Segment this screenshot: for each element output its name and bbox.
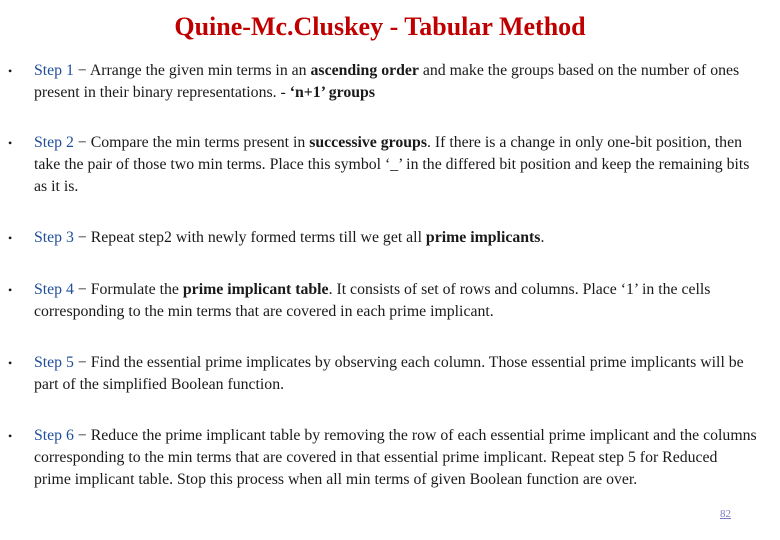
step-emphasis: successive groups [309, 134, 427, 151]
step-emphasis: prime implicant table [182, 281, 329, 298]
step-dash: − [73, 427, 91, 444]
slide-title: Quine-Mc.Cluskey - Tabular Method [174, 12, 586, 41]
step-text-part: . If there is a change in only one-bit position, then take the pair of those two min terms. Place this symbol ‘_’ in the differed bit position and keep the remaining bits as it is. [34, 134, 750, 195]
step-text-part: Formulate the [90, 281, 183, 298]
step-emphasis: ascending order [310, 62, 419, 79]
bullet-icon: • [8, 64, 13, 78]
step-dash: − [73, 62, 90, 79]
step-text [34, 425, 758, 491]
step-text-part: . [540, 229, 545, 246]
step-text [34, 279, 758, 323]
step-dash: − [73, 134, 91, 151]
page-number[interactable]: 82 [720, 508, 731, 520]
bullet-icon: • [8, 356, 13, 370]
step-label: Step 5 [34, 354, 74, 371]
bullet-icon: • [8, 136, 13, 150]
step-text-part: Arrange the given min terms in an [89, 62, 311, 79]
step-dash: − [73, 229, 91, 246]
step-text-part: Repeat step2 with newly formed terms till we get all [90, 229, 426, 246]
step-text-part: and make the groups based on the number of ones present in their binary representations. - [34, 62, 740, 101]
step-text-part: . It consists of set of rows and columns. Place ‘1’ in the cells corresponding to the min terms that are covered in each prime implicant. [34, 281, 711, 320]
step-emphasis: ‘n+1’ groups [289, 84, 375, 101]
step-label: Step 2 [34, 134, 74, 151]
step-emphasis: prime implicants [425, 229, 541, 246]
step-text [34, 132, 758, 198]
bullet-icon: • [8, 283, 13, 297]
bullet-icon: • [8, 429, 13, 443]
step-label: Step 4 [34, 281, 74, 298]
step-text [34, 352, 758, 396]
step-text-part: Compare the min terms present in [90, 134, 310, 151]
step-text [34, 60, 758, 104]
bullet-icon: • [8, 231, 13, 245]
step-dash: − [73, 354, 91, 371]
step-text-part: Find the essential prime implicates by observing each column. Those essential prime implicants will be part of the simplified Boolean function. [34, 354, 744, 393]
step-text [34, 227, 758, 249]
step-label: Step 3 [34, 229, 74, 246]
step-label: Step 1 [34, 62, 74, 79]
step-label: Step 6 [34, 427, 74, 444]
step-dash: − [73, 281, 91, 298]
step-text-part: Reduce the prime implicant table by removing the row of each essential prime implicant and the columns corresponding to the min terms that are covered in that essential prime implicant. Repeat step 5 for Reduced prime implicant table. Stop this process when all min terms of given Boolean function are over. [34, 427, 757, 488]
